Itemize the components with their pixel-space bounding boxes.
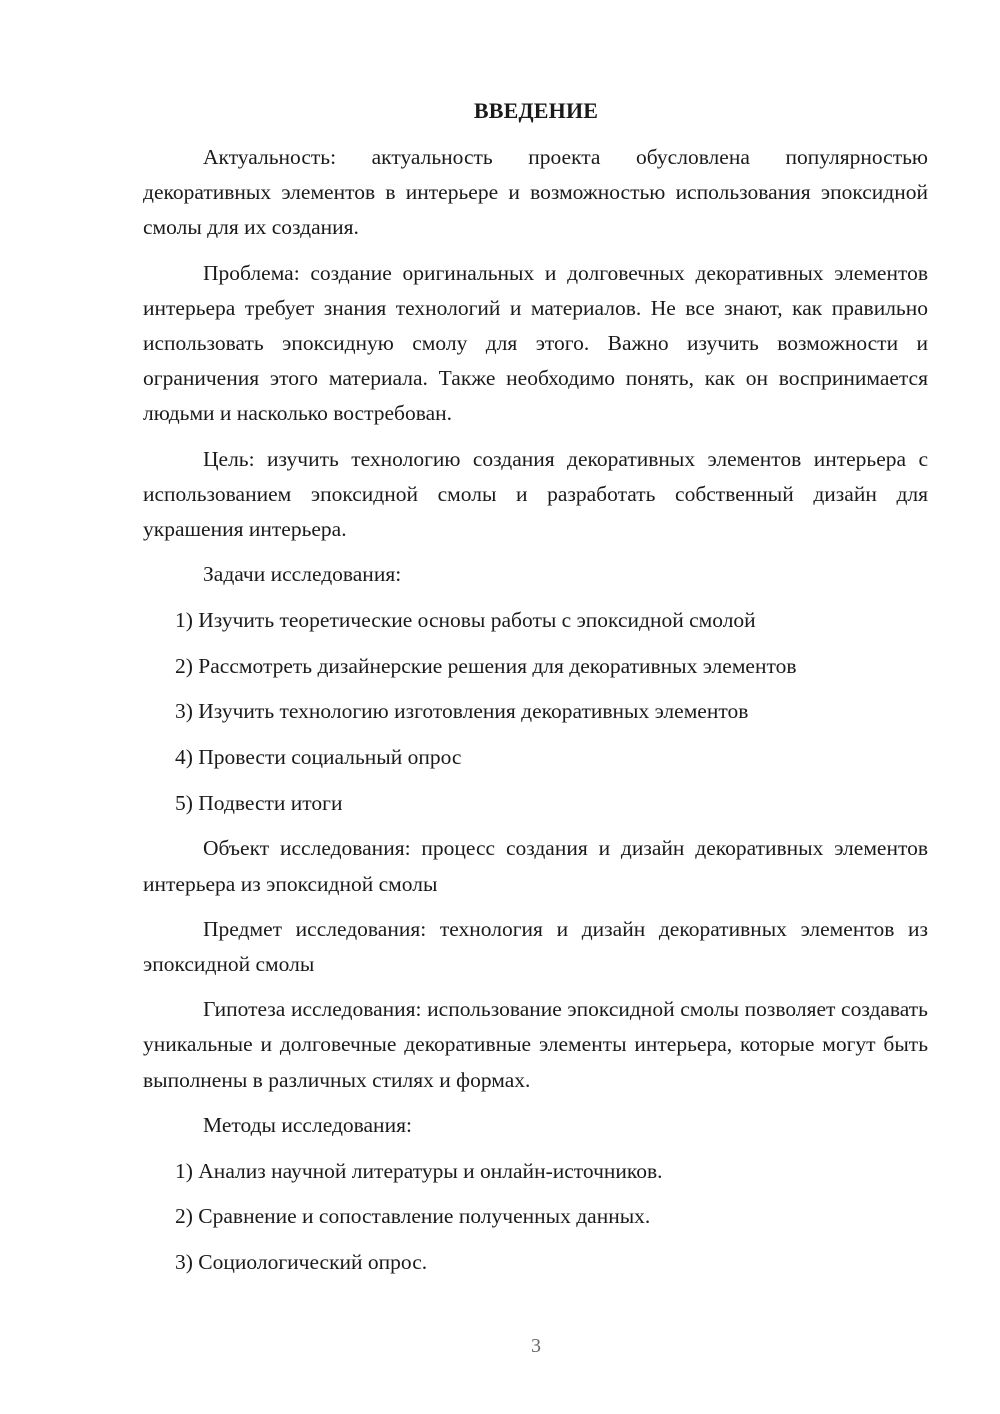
list-item: 3) Изучить технологию изготовления декоративных элементов bbox=[175, 699, 749, 724]
document-body bbox=[143, 140, 928, 1280]
subject-paragraph: Предмет исследования: технология и дизайн декоративных элементов из эпоксидной смолы bbox=[143, 916, 928, 977]
page-number: 3 bbox=[531, 1335, 541, 1357]
page-title: ВВЕДЕНИЕ bbox=[473, 98, 599, 123]
tasks-label: Задачи исследования: bbox=[203, 562, 402, 587]
relevance-paragraph: Актуальность: актуальность проекта обусловлена популярностью декоративных элементов в интерьере и возможностью использования эпоксидной смолы для их создания. bbox=[143, 145, 928, 240]
list-item: 5) Подвести итоги bbox=[175, 790, 343, 815]
object-paragraph: Объект исследования: процесс создания и дизайн декоративных элементов интерьера из эпоксидной смолы bbox=[143, 836, 928, 896]
tasks-list bbox=[143, 603, 928, 821]
list-item: 1) Изучить теоретические основы работы с эпоксидной смолой bbox=[175, 607, 756, 632]
goal-paragraph: Цель: изучить технологию создания декоративных элементов интерьера с использованием эпоксидной смолы и разработать собственный дизайн для украшения интерьера. bbox=[143, 446, 928, 542]
methods-list bbox=[143, 1154, 928, 1281]
list-item: 3) Социологический опрос. bbox=[175, 1249, 428, 1274]
hypothesis-paragraph: Гипотеза исследования: использование эпоксидной смолы позволяет создавать уникальные и долговечные декоративные элементы интерьера, которые могут быть выполнены в различных стилях и формах. bbox=[143, 997, 928, 1092]
list-item: 2) Рассмотреть дизайнерские решения для декоративных элементов bbox=[175, 653, 797, 678]
list-item: 1) Анализ научной литературы и онлайн-источников. bbox=[175, 1158, 663, 1183]
list-item: 4) Провести социальный опрос bbox=[175, 745, 462, 770]
methods-label: Методы исследования: bbox=[203, 1112, 412, 1137]
list-item: 2) Сравнение и сопоставление полученных данных. bbox=[175, 1204, 651, 1229]
problem-paragraph: Проблема: создание оригинальных и долговечных декоративных элементов интерьера требует знания технологий и материалов. Не все знают, как правильно использовать эпоксидную смолу для этого. Важно изучить возможности и ограничения этого материала. Также необходимо понять, как он воспринимается людьми и насколько востребован. bbox=[143, 260, 928, 426]
